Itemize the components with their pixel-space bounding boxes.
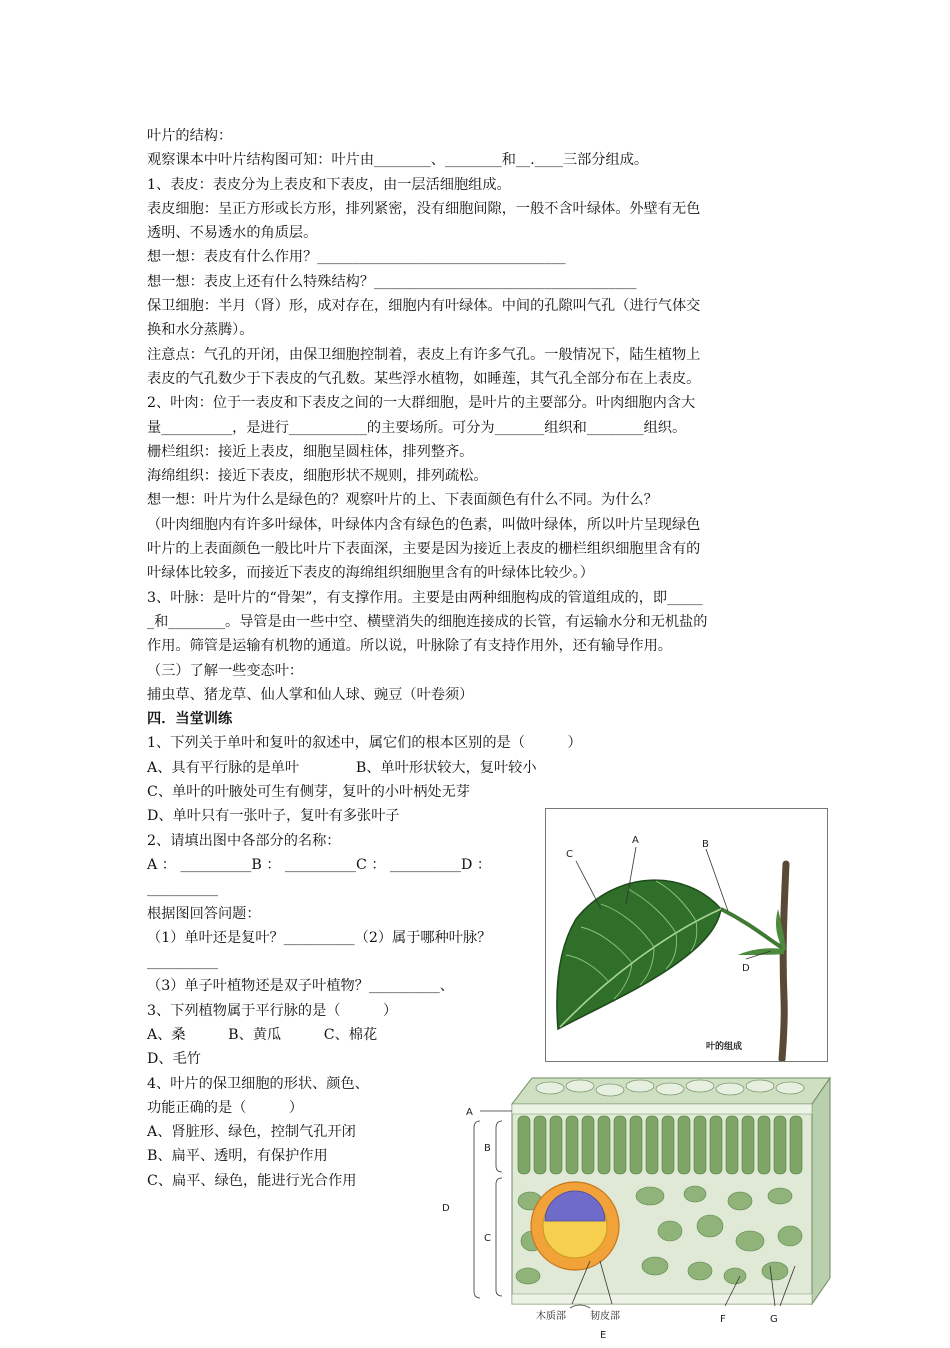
exercise-line: 3、下列植物属于平行脉的是（ ） [147,1002,398,1019]
xylem-label: 木质部 [536,1311,566,1322]
cross-section-illustration [440,1066,835,1344]
label-f: F [720,1314,726,1325]
exercise-line: __________ [147,954,218,971]
text-line: 表皮的气孔数少于下表皮的气孔数。某些浮水植物，如睡莲，其气孔全部分布在上表皮。 [147,370,701,387]
exercise-line: 根据图回答问题： [147,905,261,922]
leaf-cross-section-figure [440,1066,835,1344]
exercise-line: D、毛竹 [147,1051,201,1068]
text-line: （叶肉细胞内有许多叶绿体，叶绿体内含有绿色的色素，叫做叶绿体，所以叶片呈现绿色 [147,516,701,533]
text-line: 叶片的上表面颜色一般比叶片下表面深，主要是因为接近上表皮的栅栏组织细胞里含有的 [147,541,701,558]
label-d: D [442,1203,450,1214]
text-line: 想一想：表皮有什么作用？___________________________________ [147,249,566,266]
text-line: 栅栏组织：接近上表皮，细胞呈圆柱体，排列整齐。 [147,443,474,460]
exercise-line: 2、请填出图中各部分的名称： [147,832,341,849]
label-a: A [466,1107,473,1118]
label-e: E [600,1330,607,1341]
exercise-line: __________ [147,881,218,898]
text-line: 换和水分蒸腾）。 [147,322,254,339]
text-line: 表皮细胞：呈正方形或长方形，排列紧密，没有细胞间隙，一般不含叶绿体。外壁有无色 [147,200,701,217]
text-line: 作用。筛管是运输有机物的通道。所以说，叶脉除了有支持作用外，还有输导作用。 [147,638,672,655]
epidermis-layer [512,1104,812,1114]
exercise-line: C、扁平、绿色，能进行光合作用 [147,1172,357,1189]
label-c: C [484,1233,491,1244]
label-d: D [742,963,750,974]
label-b: B [702,839,709,850]
label-b: B [484,1143,491,1154]
section-side [812,1078,830,1304]
text-line: 3、叶脉：是叶片的“骨架”，有支撑作用。主要是由两种细胞构成的管道组成的，即_____ [147,589,703,606]
label-g: G [770,1314,778,1325]
phloem-label: 韧皮部 [590,1311,620,1322]
exercise-line: 功能正确的是（ ） [147,1099,304,1116]
lower-epidermis [512,1294,812,1304]
exercise-line: B、扁平、透明，有保护作用 [147,1148,328,1165]
exercise-line: 4、叶片的保卫细胞的形状、颜色、 [147,1075,369,1092]
petiole [721,909,784,949]
exercise-line: A、肾脏形、绿色，控制气孔开闭 [147,1124,356,1141]
text-line: 想一想：叶片为什么是绿色的？观察叶片的上、下表面颜色有什么不同。为什么？ [147,492,658,509]
leaf-illustration [546,809,827,1061]
exercise-line: （3）单子叶植物还是双子叶植物？__________、 [147,978,454,995]
text-line: （三）了解一些变态叶： [147,662,304,679]
exercise-line: C、单叶的叶腋处可生有侧芽，复叶的小叶柄处无芽 [147,784,470,801]
exercise-line: （1）单叶还是复叶？__________（2）属于哪种叶脉？ [147,929,492,946]
exercise-line: A、桑 B、黄瓜 C、棉花 [147,1026,378,1043]
text-line: 海绵组织：接近下表皮，细胞形状不规则，排列疏松。 [147,468,488,485]
text-line: 捕虫草、猪龙草、仙人掌和仙人球、豌豆（叶卷须） [147,686,474,703]
text-line: _和________。导管是由一些中空、横壁消失的细胞连接成的长管，有运输水分和无机盐的 [147,613,708,630]
exercise-line: 1、下列关于单叶和复叶的叙述中，属它们的根本区别的是（ ） [147,735,582,752]
text-line: 观察课本中叶片结构图可知：叶片由________、________和__.____三部分组成。 [147,152,649,169]
text-line: 叶片的结构： [147,128,233,144]
exercise-line: A ： __________B ： __________C ： __________D ： [147,856,492,873]
exercise-line: A、具有平行脉的是单叶 B、单叶形状较大，复叶较小 [147,759,537,776]
text-line: 叶绿体比较多，而接近下表皮的海绵组织细胞里含有的叶绿体比较少。） [147,565,594,582]
text-line: 1、表皮：表皮分为上表皮和下表皮，由一层活细胞组成。 [147,176,511,193]
text-line: 透明、不易透水的角质层。 [147,225,318,242]
section-heading: 四．当堂训练 [147,711,233,728]
stem [782,864,786,1059]
text-line: 想一想：表皮上还有什么特殊结构？_____________________________________ [147,273,637,290]
label-c: C [566,849,573,860]
label-a: A [632,835,639,846]
text-line: 2、叶肉：位于一表皮和下表皮之间的一大群细胞，是叶片的主要部分。叶肉细胞内含大 [147,395,696,412]
text-line: 保卫细胞：半月（肾）形，成对存在，细胞内有叶绿体。中间的孔隙叫气孔（进行气体交 [147,298,701,315]
text-line: 注意点：气孔的开闭，由保卫细胞控制着，表皮上有许多气孔。一般情况下，陆生植物上 [147,346,701,363]
text-line: 量__________，是进行___________的主要场所。可分为_______组织和________组织。 [147,419,687,436]
leaf-composition-figure [545,808,828,1062]
figure-caption: 叶的组成 [706,1042,743,1052]
exercise-line: D、单叶只有一张叶子，复叶有多张叶子 [147,808,400,825]
